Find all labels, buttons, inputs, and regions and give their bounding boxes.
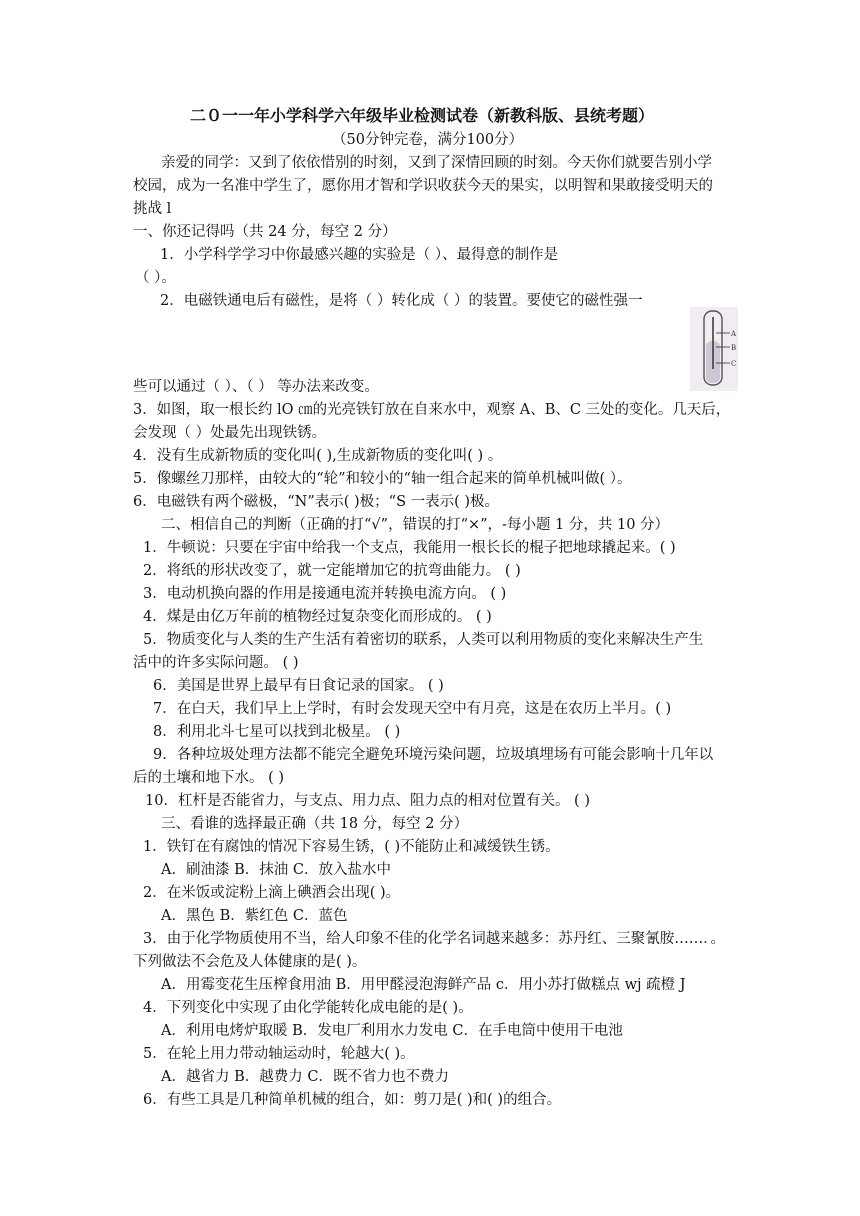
section1-q2-cont: 些可以通过（ ）、（ ） 等办法来改变。 [133, 379, 379, 395]
section1-q2: 2．电磁铁通电后有磁性，是将（ ）转化成（ ）的装置。要使它的磁性强一 [160, 293, 643, 309]
section2-q5: 5．物质变化与人类的生产生活有着密切的联系，人类可以利用物质的变化来解决生产生 [143, 632, 704, 648]
section3-heading: 三、看谁的选择最正确（共 18 分，每空 2 分） [161, 816, 469, 832]
section3-q4: 4．下列变化中实现了由化学能转化成电能的是( )。 [143, 1000, 473, 1016]
section2-q1: 1．牛顿说：只要在宇宙中给我一个支点，我能用一根长长的棍子把地球撬起来。( ) [143, 540, 676, 556]
intro-line-2: 校园，成为一名准中学生了，愿你用才智和学识收获今天的果实，以明智和果敢接受明天的 [133, 178, 713, 194]
section2-q2: 2．将纸的形状改变了，就一定能增加它的抗弯曲能力。 ( ) [143, 563, 521, 579]
section3-q5-options: A．越省力 B．越费力 C．既不省力也不费力 [161, 1069, 449, 1085]
section1-q1: 1．小学科学学习中你最感兴趣的实验是（ ）、最得意的制作是 [160, 247, 559, 263]
section2-q5-cont: 活中的许多实际问题。 ( ) [133, 655, 299, 671]
section2-heading: 二、相信自己的判断（正确的打“√”，错误的打“×”，-每小题 1 分，共 10 分） [161, 517, 670, 533]
test-tube-figure [690, 307, 738, 391]
section2-q6: 6．美国是世界上最早有日食记录的国家。 ( ) [153, 678, 444, 694]
section2-q4: 4．煤是由亿万年前的植物经过复杂变化而形成的。 ( ) [143, 609, 492, 625]
section1-q1-cont: （ ）。 [135, 270, 176, 286]
section3-q1: 1．铁钉在有腐蚀的情况下容易生锈，( )不能防止和减缓铁生锈。 [143, 839, 560, 855]
section1-heading: 一、你还记得吗（共 24 分，每空 2 分） [133, 224, 397, 240]
intro-line-1: 亲爱的同学：又到了依依惜别的时刻，又到了深情回顾的时刻。今天你们就要告别小学 [161, 155, 712, 171]
section2-q8: 8．利用北斗七星可以找到北极星。 ( ) [153, 724, 401, 740]
section3-q2-options: A．黑色 B．紫红色 C．蓝色 [161, 908, 348, 924]
section2-q7: 7．在白天，我们早上上学时，有时会发现天空中有月亮，这是在农历上半月。( ) [153, 701, 672, 717]
svg-text:B: B [731, 344, 737, 352]
section2-q9-cont: 后的土壤和地下水。 ( ) [133, 770, 285, 786]
section3-q2: 2．在米饭或淀粉上滴上碘酒会出现( )。 [143, 885, 401, 901]
section3-q3-options: A．用霉变花生压榨食用油 B．用甲醛浸泡海鲜产品 c．用小苏打做糕点 wj 疏橙 J [161, 977, 686, 993]
section1-q3-cont: 会发现（ ）处最先出现铁锈。 [133, 425, 327, 441]
section3-q4-options: A．利用电烤炉取暖 B．发电厂利用水力发电 C．在手电筒中使用干电池 [161, 1023, 623, 1039]
section1-q5: 5．像螺丝刀那样，由较大的“轮”和较小的“轴一组合起来的简单机械叫做( ）。 [133, 471, 632, 487]
section3-q1-options: A．刷油漆 B．抹油 C．放入盐水中 [161, 862, 391, 878]
section1-q6: 6．电磁铁有两个磁极，“N”表示( )极；“S 一表示( )极。 [133, 494, 500, 510]
section2-q3: 3．电动机换向器的作用是接通电流并转换电流方向。 ( ) [143, 586, 507, 602]
section3-q6: 6．有些工具是几种简单机械的组合，如：剪刀是( )和( )的组合。 [143, 1092, 562, 1108]
section1-q4: 4．没有生成新物质的变化叫( ),生成新物质的变化叫( ) 。 [133, 448, 503, 464]
subtitle: （50分钟完卷，满分100分） [332, 132, 524, 148]
title: 二０一一年小学科学六年级毕业检测试卷（新教科版、县统考题） [190, 106, 655, 125]
svg-text:C: C [731, 360, 737, 368]
section1-q3: 3．如图，取一根长约 lO ㎝的光亮铁钉放在自来水中，观察 A、B、C 三处的变化。几天后， [133, 402, 731, 418]
intro-line-3: 挑战 l [133, 201, 172, 217]
section3-q3: 3．由于化学物质使用不当，给人印象不佳的化学名词越来越多：苏丹红、三聚氰胺……．。 [143, 931, 725, 947]
svg-text:A: A [731, 330, 737, 338]
section2-q9: 9．各种垃圾处理方法都不能完全避免环境污染问题，垃圾填埋场有可能会影响十几年以 [153, 747, 714, 763]
section3-q5: 5．在轮上用力带动轴运动时，轮越大( )。 [143, 1046, 415, 1062]
section3-q3-cont: 下列做法不会危及人体健康的是( )。 [133, 954, 367, 970]
section2-q10: 10．杠杆是否能省力，与支点、用力点、阻力点的相对位置有关。 ( ) [145, 793, 590, 809]
